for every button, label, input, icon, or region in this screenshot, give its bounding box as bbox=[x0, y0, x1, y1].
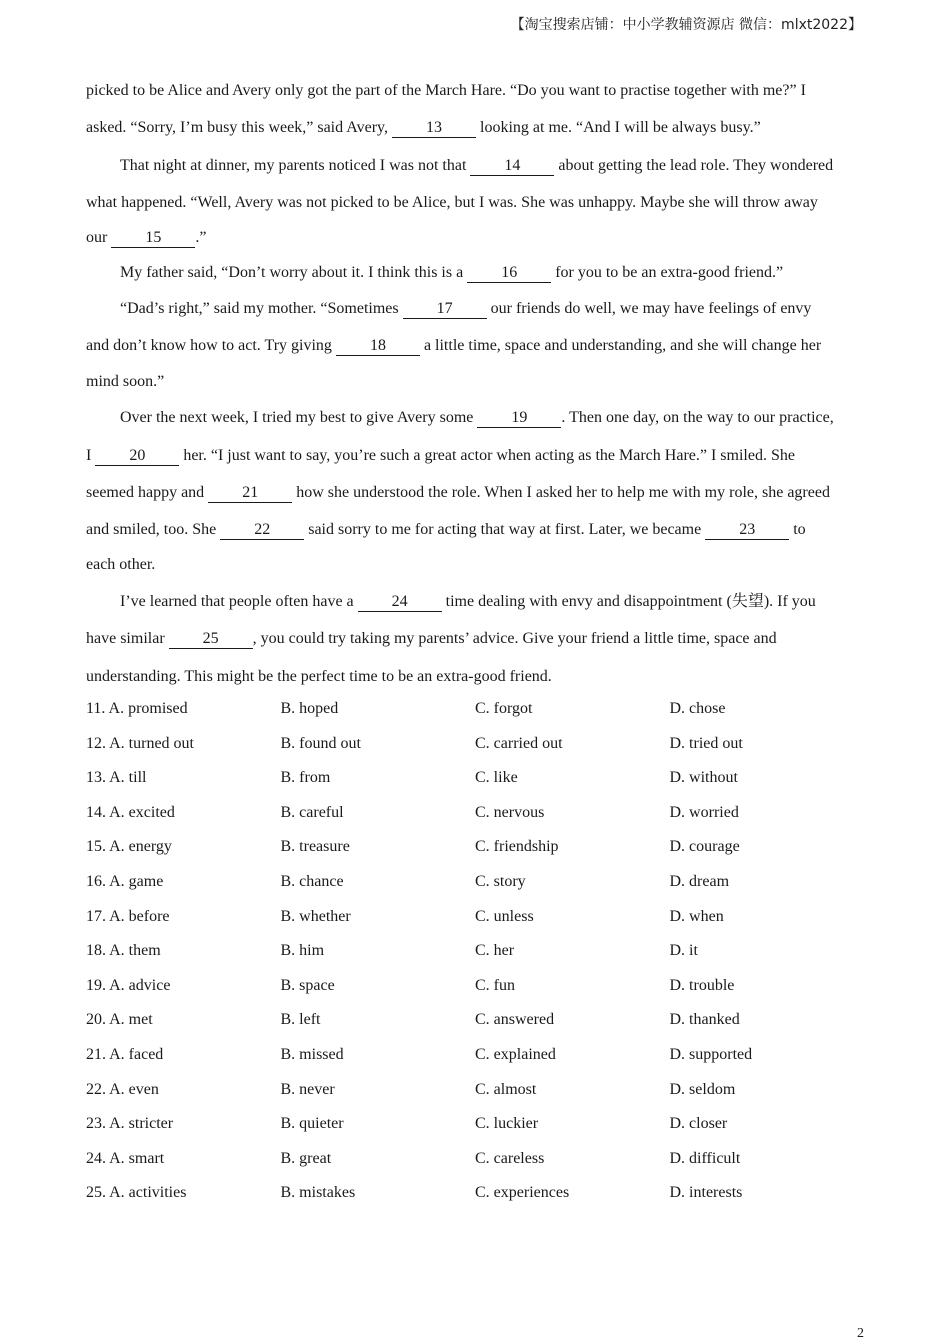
option-b: B. left bbox=[280, 1011, 321, 1029]
text: what happened. “Well, Avery was not picked to be Alice, but I was. She was unhappy. Maybe she will throw away bbox=[86, 193, 818, 211]
blank-13: 13 bbox=[392, 119, 476, 138]
text: how she understood the role. When I asked her to help me with my role, she agreed bbox=[292, 483, 830, 501]
option-a: 17. A. before bbox=[86, 907, 170, 925]
passage-line bbox=[86, 511, 864, 548]
option-d: D. thanked bbox=[669, 1011, 740, 1029]
option-a: 13. A. till bbox=[86, 769, 147, 787]
option-c: C. answered bbox=[475, 1011, 555, 1029]
text: our friends do well, we may have feelings of envy bbox=[486, 300, 812, 318]
blank-21: 21 bbox=[208, 484, 292, 503]
passage-line bbox=[86, 548, 864, 583]
option-d: D. without bbox=[669, 769, 738, 787]
blank-15: 15 bbox=[111, 229, 195, 248]
text: I bbox=[86, 446, 96, 464]
passage-line bbox=[86, 256, 864, 291]
option-a: 21. A. faced bbox=[86, 1045, 164, 1063]
option-b: B. quieter bbox=[280, 1115, 344, 1133]
page-number: 2 bbox=[857, 1326, 864, 1341]
passage-line bbox=[86, 620, 864, 657]
blank-20: 20 bbox=[95, 447, 179, 466]
passage-line bbox=[86, 109, 864, 146]
option-b: B. missed bbox=[280, 1045, 344, 1063]
option-c: C. friendship bbox=[475, 838, 559, 856]
text: a little time, space and understanding, and she will change her bbox=[419, 337, 822, 355]
option-d: D. supported bbox=[669, 1045, 753, 1063]
passage-line bbox=[86, 72, 864, 109]
option-a: 14. A. excited bbox=[86, 803, 175, 821]
passage bbox=[86, 72, 864, 695]
text: , you could try taking my parents’ advice. Give your friend a little time, space and bbox=[252, 630, 777, 648]
text: to bbox=[789, 521, 806, 539]
text: .” bbox=[195, 229, 207, 247]
option-c: C. nervous bbox=[475, 803, 545, 821]
option-d: D. dream bbox=[669, 872, 730, 890]
question-options-row bbox=[86, 761, 864, 796]
option-b: B. mistakes bbox=[280, 1184, 356, 1202]
passage-line bbox=[86, 437, 864, 474]
option-d: D. difficult bbox=[669, 1149, 741, 1167]
option-b: B. him bbox=[280, 942, 325, 960]
blank-19: 19 bbox=[477, 409, 561, 428]
passage-line bbox=[86, 184, 864, 221]
option-b: B. whether bbox=[280, 907, 351, 925]
blank-16: 16 bbox=[467, 264, 551, 283]
option-c: C. like bbox=[475, 769, 518, 787]
page-header: 【淘宝搜索店铺：中小学教辅资源店 微信：mlxt2022】 bbox=[510, 17, 862, 33]
text: picked to be Alice and Avery only got the part of the March Hare. “Do you want to practise together with me?” I bbox=[86, 82, 806, 99]
text: and smiled, too. She bbox=[86, 521, 221, 539]
text: looking at me. “And I will be always busy.” bbox=[476, 119, 761, 137]
question-options-row bbox=[86, 830, 864, 865]
option-c: C. story bbox=[475, 872, 526, 890]
passage-line bbox=[86, 365, 864, 400]
text: mind soon.” bbox=[86, 372, 165, 390]
text: seemed happy and bbox=[86, 483, 209, 501]
passage-line bbox=[86, 290, 864, 327]
question-options-row bbox=[86, 934, 864, 969]
text: and don’t know how to act. Try giving bbox=[86, 337, 336, 355]
option-d: D. chose bbox=[669, 700, 726, 717]
option-c: C. unless bbox=[475, 907, 534, 925]
option-c: C. fun bbox=[475, 976, 515, 994]
option-b: B. chance bbox=[280, 872, 344, 890]
question-options-row bbox=[86, 1142, 864, 1177]
option-b: B. great bbox=[280, 1149, 332, 1167]
text: My father said, “Don’t worry about it. I think this is a bbox=[120, 263, 468, 281]
text: for you to be an extra-good friend.” bbox=[551, 263, 784, 281]
blank-18: 18 bbox=[336, 337, 420, 356]
question-options-row bbox=[86, 727, 864, 762]
option-a: 18. A. them bbox=[86, 942, 161, 960]
option-b: B. from bbox=[280, 769, 331, 787]
option-d: D. interests bbox=[669, 1184, 743, 1202]
option-a: 16. A. game bbox=[86, 872, 164, 890]
question-options-row bbox=[86, 865, 864, 900]
passage-line bbox=[86, 583, 864, 620]
option-c: C. luckier bbox=[475, 1115, 539, 1133]
option-b: B. careful bbox=[280, 803, 344, 821]
question-options-row bbox=[86, 1003, 864, 1038]
answer-options bbox=[86, 692, 864, 1211]
question-options-row bbox=[86, 796, 864, 831]
option-d: D. it bbox=[669, 942, 698, 960]
text: about getting the lead role. They wondered bbox=[554, 156, 834, 174]
question-options-row bbox=[86, 1176, 864, 1211]
option-c: C. carried out bbox=[475, 734, 563, 752]
text: . Then one day, on the way to our practice, bbox=[561, 409, 834, 427]
text: our bbox=[86, 229, 112, 247]
blank-14: 14 bbox=[470, 157, 554, 176]
question-options-row bbox=[86, 969, 864, 1004]
option-a: 19. A. advice bbox=[86, 976, 171, 994]
option-a: 23. A. stricter bbox=[86, 1115, 174, 1133]
option-a: 11. A. promised bbox=[86, 700, 188, 717]
option-b: B. hoped bbox=[280, 700, 339, 717]
option-b: B. space bbox=[280, 976, 335, 994]
question-options-row bbox=[86, 900, 864, 935]
text: Over the next week, I tried my best to give Avery some bbox=[120, 409, 478, 427]
option-c: C. her bbox=[475, 942, 515, 960]
passage-line bbox=[86, 658, 864, 695]
question-options-row bbox=[86, 1107, 864, 1142]
passage-line bbox=[86, 221, 864, 256]
blank-25: 25 bbox=[169, 630, 253, 649]
question-options-row bbox=[86, 1038, 864, 1073]
blank-24: 24 bbox=[358, 593, 442, 612]
option-a: 24. A. smart bbox=[86, 1149, 165, 1167]
text: asked. “Sorry, I’m busy this week,” said Avery, bbox=[86, 119, 392, 137]
option-c: C. forgot bbox=[475, 700, 533, 717]
text: each other. bbox=[86, 556, 156, 574]
text: understanding. This might be the perfect time to be an extra-good friend. bbox=[86, 667, 552, 685]
text: have similar bbox=[86, 630, 169, 648]
option-c: C. almost bbox=[475, 1080, 537, 1098]
question-options-row bbox=[86, 1073, 864, 1108]
option-d: D. when bbox=[669, 907, 724, 925]
option-c: C. careless bbox=[475, 1149, 545, 1167]
option-a: 12. A. turned out bbox=[86, 734, 194, 752]
option-c: C. experiences bbox=[475, 1184, 570, 1202]
option-d: D. closer bbox=[669, 1115, 728, 1133]
text: her. “I just want to say, you’re such a great actor when acting as the March Hare.” I smiled. She bbox=[179, 446, 795, 464]
text: “Dad’s right,” said my mother. “Sometimes bbox=[120, 300, 403, 318]
option-d: D. seldom bbox=[669, 1080, 736, 1098]
blank-22: 22 bbox=[220, 521, 304, 540]
option-b: B. treasure bbox=[280, 838, 350, 856]
text: time dealing with envy and disappointment (失望). If you bbox=[441, 592, 816, 610]
option-d: D. worried bbox=[669, 803, 739, 821]
option-a: 22. A. even bbox=[86, 1080, 159, 1098]
option-a: 25. A. activities bbox=[86, 1184, 187, 1202]
passage-line bbox=[86, 474, 864, 511]
question-options-row bbox=[86, 692, 864, 727]
option-b: B. found out bbox=[280, 734, 361, 752]
text: That night at dinner, my parents noticed I was not that bbox=[120, 156, 471, 174]
passage-line bbox=[86, 399, 864, 436]
option-a: 15. A. energy bbox=[86, 838, 172, 856]
blank-23: 23 bbox=[705, 521, 789, 540]
option-b: B. never bbox=[280, 1080, 335, 1098]
option-c: C. explained bbox=[475, 1045, 556, 1063]
option-d: D. tried out bbox=[669, 734, 743, 752]
option-d: D. courage bbox=[669, 838, 740, 856]
option-a: 20. A. met bbox=[86, 1011, 153, 1029]
option-d: D. trouble bbox=[669, 976, 735, 994]
passage-line bbox=[86, 147, 864, 184]
text: I’ve learned that people often have a bbox=[120, 592, 358, 610]
blank-17: 17 bbox=[403, 300, 487, 319]
text: said sorry to me for acting that way at first. Later, we became bbox=[304, 521, 706, 539]
passage-line bbox=[86, 327, 864, 364]
